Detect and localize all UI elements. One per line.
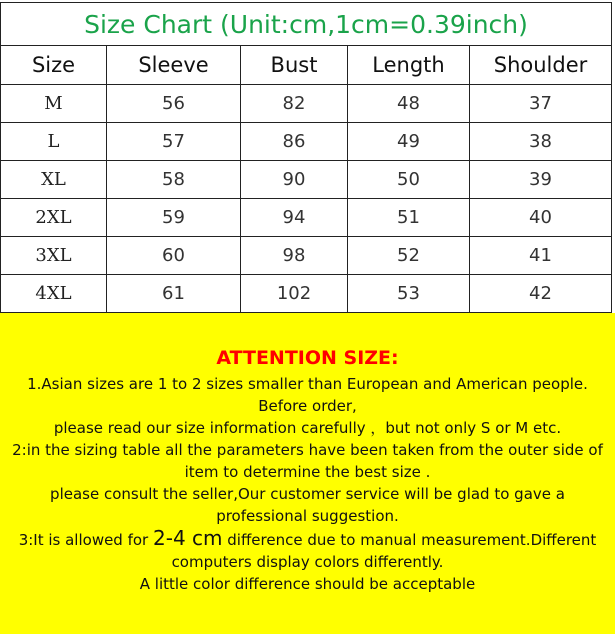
header-sleeve: Sleeve	[107, 46, 241, 85]
length-cell: 48	[348, 85, 470, 123]
shoulder-cell: 39	[470, 161, 612, 199]
tolerance-value: 2-4 cm	[153, 526, 223, 550]
bust-cell: 102	[241, 275, 348, 313]
bust-cell: 86	[241, 123, 348, 161]
bust-cell: 94	[241, 199, 348, 237]
header-size: Size	[1, 46, 107, 85]
shoulder-cell: 41	[470, 237, 612, 275]
notice-line-6: A little color difference should be acceptable	[139, 575, 476, 593]
size-chart-table	[0, 2, 612, 313]
header-shoulder: Shoulder	[470, 46, 612, 85]
size-cell: 4XL	[1, 275, 107, 313]
notice-line-5-suffix: difference due to manual measurement.Different computers display colors differently.	[171, 531, 597, 571]
attention-notice	[0, 313, 615, 634]
shoulder-cell: 42	[470, 275, 612, 313]
sleeve-cell: 61	[107, 275, 241, 313]
title-row	[1, 3, 612, 46]
table-row	[1, 275, 612, 313]
table-row	[1, 161, 612, 199]
bust-cell: 82	[241, 85, 348, 123]
table-row	[1, 123, 612, 161]
notice-line-5-prefix: 3:It is allowed for	[18, 531, 153, 549]
shoulder-cell: 38	[470, 123, 612, 161]
size-cell: 3XL	[1, 237, 107, 275]
size-cell: M	[1, 85, 107, 123]
shoulder-cell: 40	[470, 199, 612, 237]
length-cell: 49	[348, 123, 470, 161]
bust-cell: 98	[241, 237, 348, 275]
size-cell: 2XL	[1, 199, 107, 237]
size-cell: L	[1, 123, 107, 161]
sleeve-cell: 56	[107, 85, 241, 123]
sleeve-cell: 60	[107, 237, 241, 275]
table-row	[1, 237, 612, 275]
header-bust: Bust	[241, 46, 348, 85]
table-row	[1, 85, 612, 123]
sleeve-cell: 57	[107, 123, 241, 161]
bust-cell: 90	[241, 161, 348, 199]
length-cell: 53	[348, 275, 470, 313]
shoulder-cell: 37	[470, 85, 612, 123]
length-cell: 52	[348, 237, 470, 275]
notice-line-2: please read our size information carefully ，but not only S or M etc.	[53, 419, 562, 437]
attention-title: ATTENTION SIZE:	[216, 347, 399, 369]
length-cell: 51	[348, 199, 470, 237]
sleeve-cell: 59	[107, 199, 241, 237]
header-row	[1, 46, 612, 85]
notice-line-5	[4, 527, 611, 573]
size-chart-title: Size Chart (Unit:cm,1cm=0.39inch)	[1, 3, 612, 46]
size-cell: XL	[1, 161, 107, 199]
notice-line-3: 2:in the sizing table all the parameters have been taken from the outer side of item to determine the best size .	[12, 441, 603, 481]
length-cell: 50	[348, 161, 470, 199]
notice-line-1: 1.Asian sizes are 1 to 2 sizes smaller than European and American people. Before order,	[27, 375, 588, 415]
table-row	[1, 199, 612, 237]
sleeve-cell: 58	[107, 161, 241, 199]
header-length: Length	[348, 46, 470, 85]
notice-line-4: please consult the seller,Our customer service will be glad to gave a professional suggestion.	[50, 485, 565, 525]
